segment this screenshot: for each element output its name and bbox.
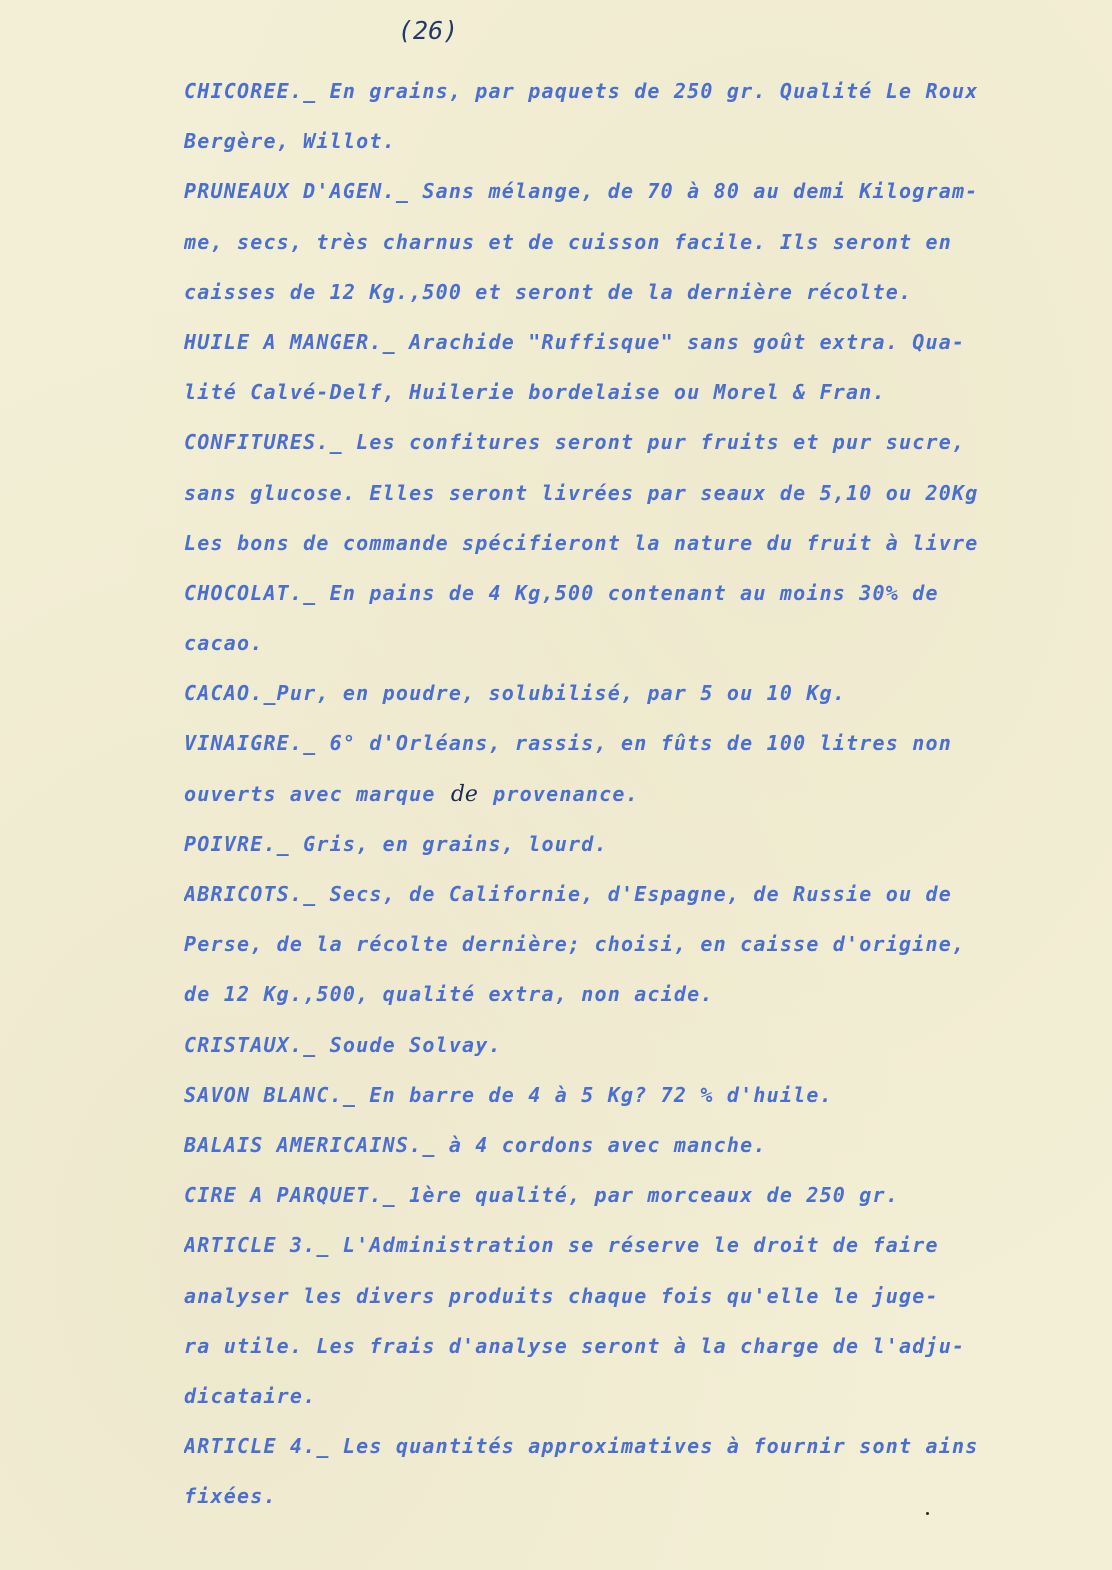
text-line: BALAIS AMERICAINS._ à 4 cordons avec manche. xyxy=(184,1132,767,1157)
text-line: cacao. xyxy=(184,631,264,656)
typed-text: provenance. xyxy=(479,781,639,806)
text-line: PRUNEAUX D'AGEN._ Sans mélange, de 70 à 80 au demi Kilogram- xyxy=(184,179,979,204)
text-line: lité Calvé-Delf, Huilerie bordelaise ou Morel & Fran. xyxy=(184,380,886,405)
document-body xyxy=(184,66,1112,1521)
text-line: CONFITURES._ Les confitures seront pur fruits et pur sucre, xyxy=(184,430,966,455)
text-line: POIVRE._ Gris, en grains, lourd. xyxy=(184,831,608,856)
text-line: Les bons de commande spécifieront la nature du fruit à livre xyxy=(184,530,979,555)
text-line: sans glucose. Elles seront livrées par seaux de 5,10 ou 20Kg xyxy=(184,480,979,505)
page-number: (26) xyxy=(398,16,459,45)
text-line: CHOCOLAT._ En pains de 4 Kg,500 contenant au moins 30% de xyxy=(184,580,939,605)
text-line: ra utile. Les frais d'analyse seront à la charge de l'adju- xyxy=(184,1333,966,1358)
text-line: ABRICOTS._ Secs, de Californie, d'Espagne, de Russie ou de xyxy=(184,882,952,906)
text-line: CRISTAUX._ Soude Solvay. xyxy=(184,1032,502,1057)
handwritten-insertion: de xyxy=(450,781,478,807)
text-line: HUILE A MANGER._ Arachide "Ruffisque" sans goût extra. Qua- xyxy=(184,329,966,354)
text-line: Perse, de la récolte dernière; choisi, en caisse d'origine, xyxy=(184,932,966,957)
text-line-with-handwriting xyxy=(184,769,1112,819)
text-line: fixées. xyxy=(184,1484,277,1509)
ink-speck xyxy=(926,1512,929,1515)
text-line: CIRE A PARQUET._ 1ère qualité, par morceaux de 250 gr. xyxy=(184,1183,900,1208)
text-line: VINAIGRE._ 6° d'Orléans, rassis, en fûts de 100 litres non xyxy=(184,731,952,756)
typed-text: ouverts avec marque xyxy=(184,781,449,806)
text-line: CACAO._Pur, en poudre, solubilisé, par 5 ou 10 Kg. xyxy=(184,681,847,706)
text-line: dicataire. xyxy=(184,1383,317,1408)
text-line: ARTICLE 4._ Les quantités approximatives à fournir sont ains xyxy=(184,1434,979,1459)
text-line: SAVON BLANC._ En barre de 4 à 5 Kg? 72 % d'huile. xyxy=(184,1082,833,1107)
text-line: me, secs, très charnus et de cuisson facile. Ils seront en xyxy=(184,229,952,254)
text-line: CHICOREE._ En grains, par paquets de 250 gr. Qualité Le Roux xyxy=(184,79,979,103)
text-line: analyser les divers produits chaque fois qu'elle le juge- xyxy=(184,1283,939,1308)
text-line: caisses de 12 Kg.,500 et seront de la dernière récolte. xyxy=(184,279,913,304)
text-line: ARTICLE 3._ L'Administration se réserve le droit de faire xyxy=(184,1233,939,1258)
text-line: de 12 Kg.,500, qualité extra, non acide. xyxy=(184,982,714,1007)
text-line: Bergère, Willot. xyxy=(184,129,396,154)
